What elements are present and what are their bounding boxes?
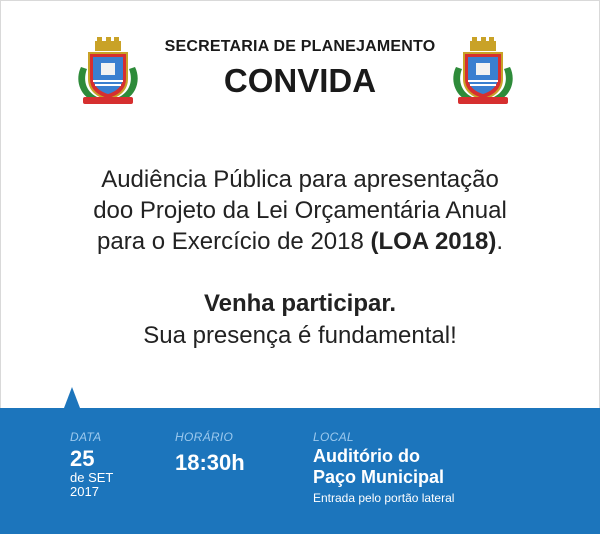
municipal-crest-icon xyxy=(448,37,518,105)
date-label: DATA xyxy=(70,430,102,444)
local-note: Entrada pelo portão lateral xyxy=(313,491,455,505)
local-line-1: Auditório do xyxy=(313,446,420,466)
cta-bold: Venha participar. xyxy=(203,290,397,317)
announcement-text xyxy=(20,164,580,257)
date-month-year xyxy=(70,471,113,499)
local-name xyxy=(313,446,444,488)
convida-title: CONVIDA xyxy=(223,62,377,99)
time-label: HORÁRIO xyxy=(175,430,234,444)
date-day: 25 xyxy=(70,446,95,471)
secretaria-heading: SECRETARIA DE PLANEJAMENTO xyxy=(164,38,436,55)
call-to-action xyxy=(20,288,580,352)
announcement-line-3-suffix: . xyxy=(496,228,503,255)
announcement-line-1: Audiência Pública para apresentação xyxy=(101,166,499,193)
municipal-crest-icon xyxy=(73,37,143,105)
local-label: LOCAL xyxy=(313,430,354,444)
announcement-line-2: doo Projeto da Lei Orçamentária Anual xyxy=(93,197,507,224)
announcement-line-3-prefix: para o Exercício de 2018 xyxy=(97,228,371,255)
cta-text: Sua presença é fundamental! xyxy=(143,322,457,349)
date-month: de SET xyxy=(70,470,114,485)
band-notch xyxy=(64,387,80,408)
loa-highlight: (LOA 2018) xyxy=(370,228,497,255)
announcement-line-3 xyxy=(20,226,580,257)
date-year: 2017 xyxy=(70,484,99,499)
local-line-2: Paço Municipal xyxy=(313,467,445,487)
time-value: 18:30h xyxy=(175,450,245,475)
